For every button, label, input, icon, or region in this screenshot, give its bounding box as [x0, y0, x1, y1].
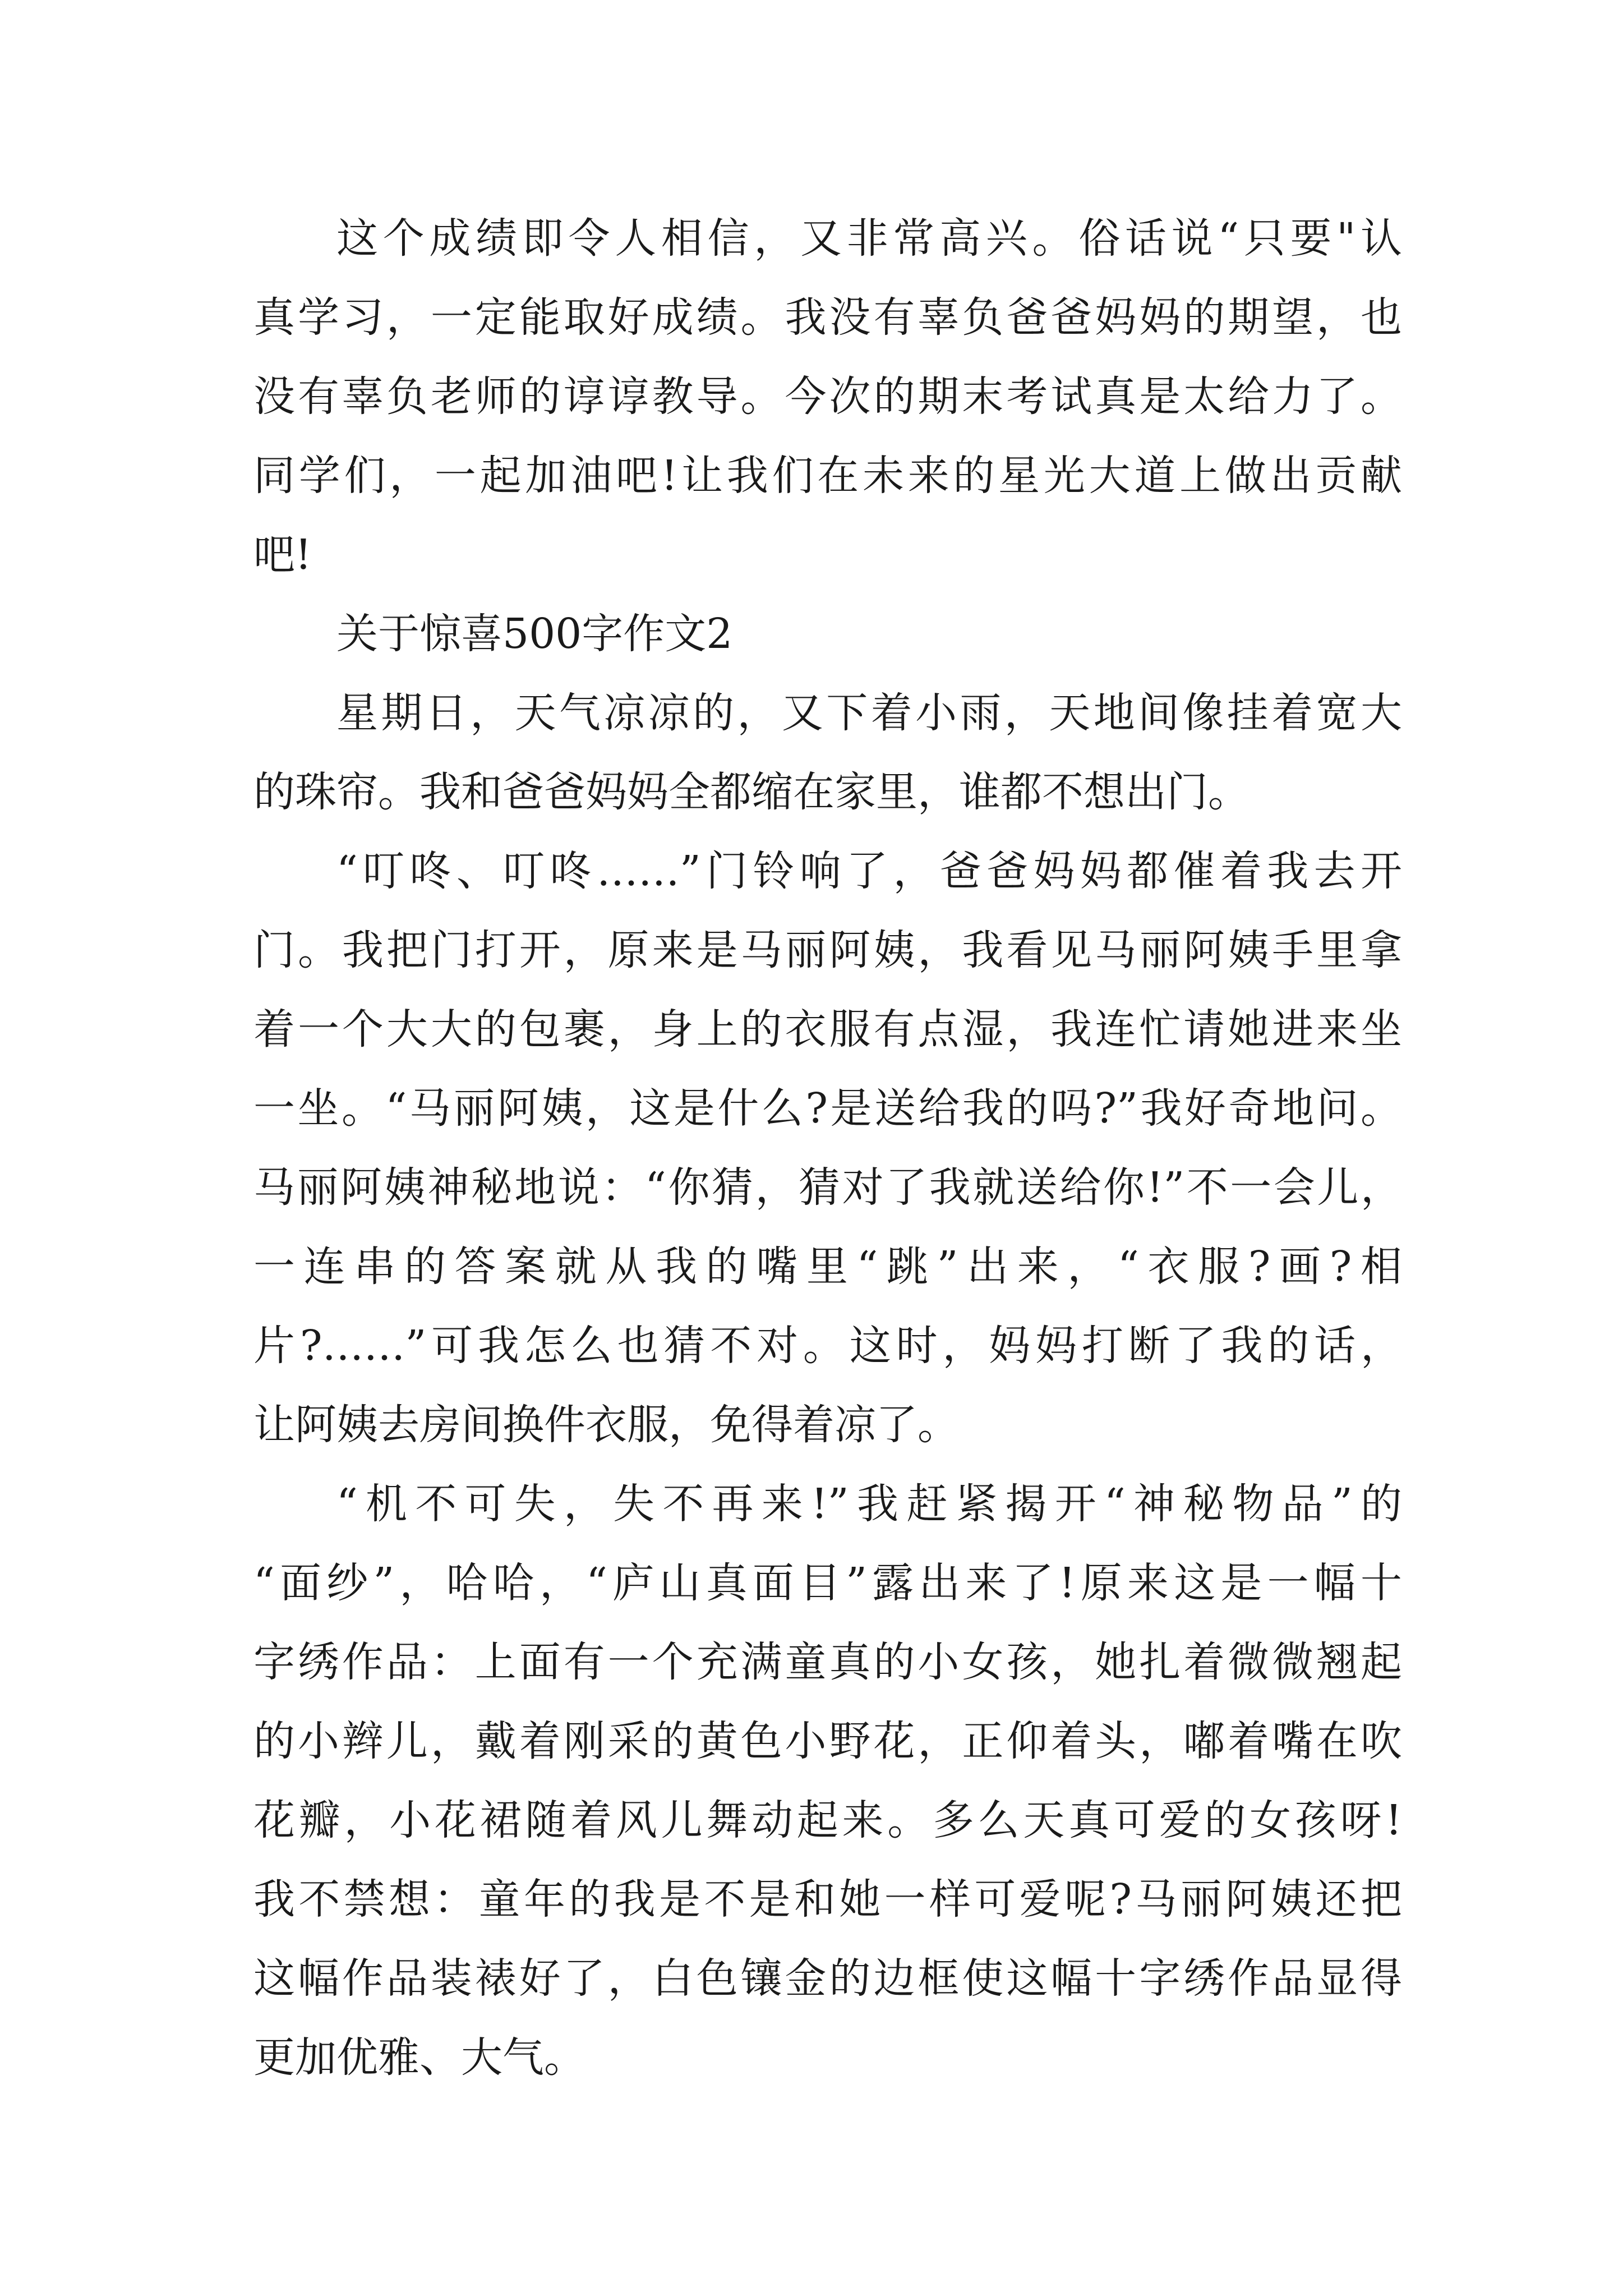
paragraph-line: 门。我把门打开，原来是马丽阿姨，我看见马丽阿姨手里拿: [253, 926, 1402, 974]
paragraph-line: 字绣作品：上面有一个充满童真的小女孩，她扎着微微翘起: [253, 1638, 1402, 1686]
paragraph-line: 没有辜负老师的谆谆教导。今次的期末考试真是太给力了。: [253, 372, 1402, 421]
paragraph-line: 的珠帘。我和爸爸妈妈全都缩在家里，谁都不想出门。: [253, 768, 1249, 816]
document-body: [253, 199, 1402, 2097]
paragraph-2: [253, 674, 1402, 832]
paragraph-3: [253, 832, 1402, 1465]
paragraph-line: 片?……”可我怎么也猜不对。这时，妈妈打断了我的话，: [253, 1322, 1402, 1370]
paragraph-line: 一连串的答案就从我的嘴里“跳”出来，“衣服?画?相: [253, 1243, 1402, 1291]
paragraph-line: 着一个大大的包裹，身上的衣服有点湿，我连忙请她进来坐: [253, 1005, 1402, 1053]
paragraph-line: 的小辫儿，戴着刚采的黄色小野花，正仰着头，嘟着嘴在吹: [253, 1717, 1402, 1765]
paragraph-line: 星期日，天气凉凉的，又下着小雨，天地间像挂着宽大: [336, 689, 1402, 737]
paragraph-line: 一坐。“马丽阿姨，这是什么?是送给我的吗?”我好奇地问。: [253, 1084, 1402, 1133]
paragraph-4: [253, 1465, 1402, 2097]
paragraph-line: “机不可失，失不再来!”我赶紧揭开“神秘物品”的: [336, 1480, 1402, 1528]
paragraph-line: 这幅作品装裱好了，白色镶金的边框使这幅十字绣作品显得: [253, 1954, 1402, 2003]
paragraph-line: 马丽阿姨神秘地说：“你猜，猜对了我就送给你!”不一会儿，: [253, 1163, 1402, 1212]
paragraph-line: “面纱”，哈哈，“庐山真面目”露出来了!原来这是一幅十: [253, 1559, 1402, 1607]
paragraph-line: “叮咚、叮咚……”门铃响了，爸爸妈妈都催着我去开: [336, 847, 1402, 895]
paragraph-1: [253, 199, 1402, 595]
paragraph-line: 花瓣，小花裙随着风儿舞动起来。多么天真可爱的女孩呀!: [253, 1796, 1402, 1844]
paragraph-line: 更加优雅、大气。: [253, 2033, 585, 2082]
paragraph-line: 我不禁想：童年的我是不是和她一样可爱呢?马丽阿姨还把: [253, 1875, 1402, 1924]
paragraph-line: 吧!: [253, 531, 312, 579]
paragraph-line: 这个成绩即令人相信，又非常高兴。俗话说“只要"认: [336, 214, 1402, 263]
section-heading: 关于惊喜500字作文2: [336, 610, 733, 658]
paragraph-line: 真学习，一定能取好成绩。我没有辜负爸爸妈妈的期望，也: [253, 293, 1402, 342]
paragraph-line: 让阿姨去房间换件衣服，免得着凉了。: [253, 1401, 959, 1449]
paragraph-line: 同学们，一起加油吧!让我们在未来的星光大道上做出贡献: [253, 452, 1402, 500]
